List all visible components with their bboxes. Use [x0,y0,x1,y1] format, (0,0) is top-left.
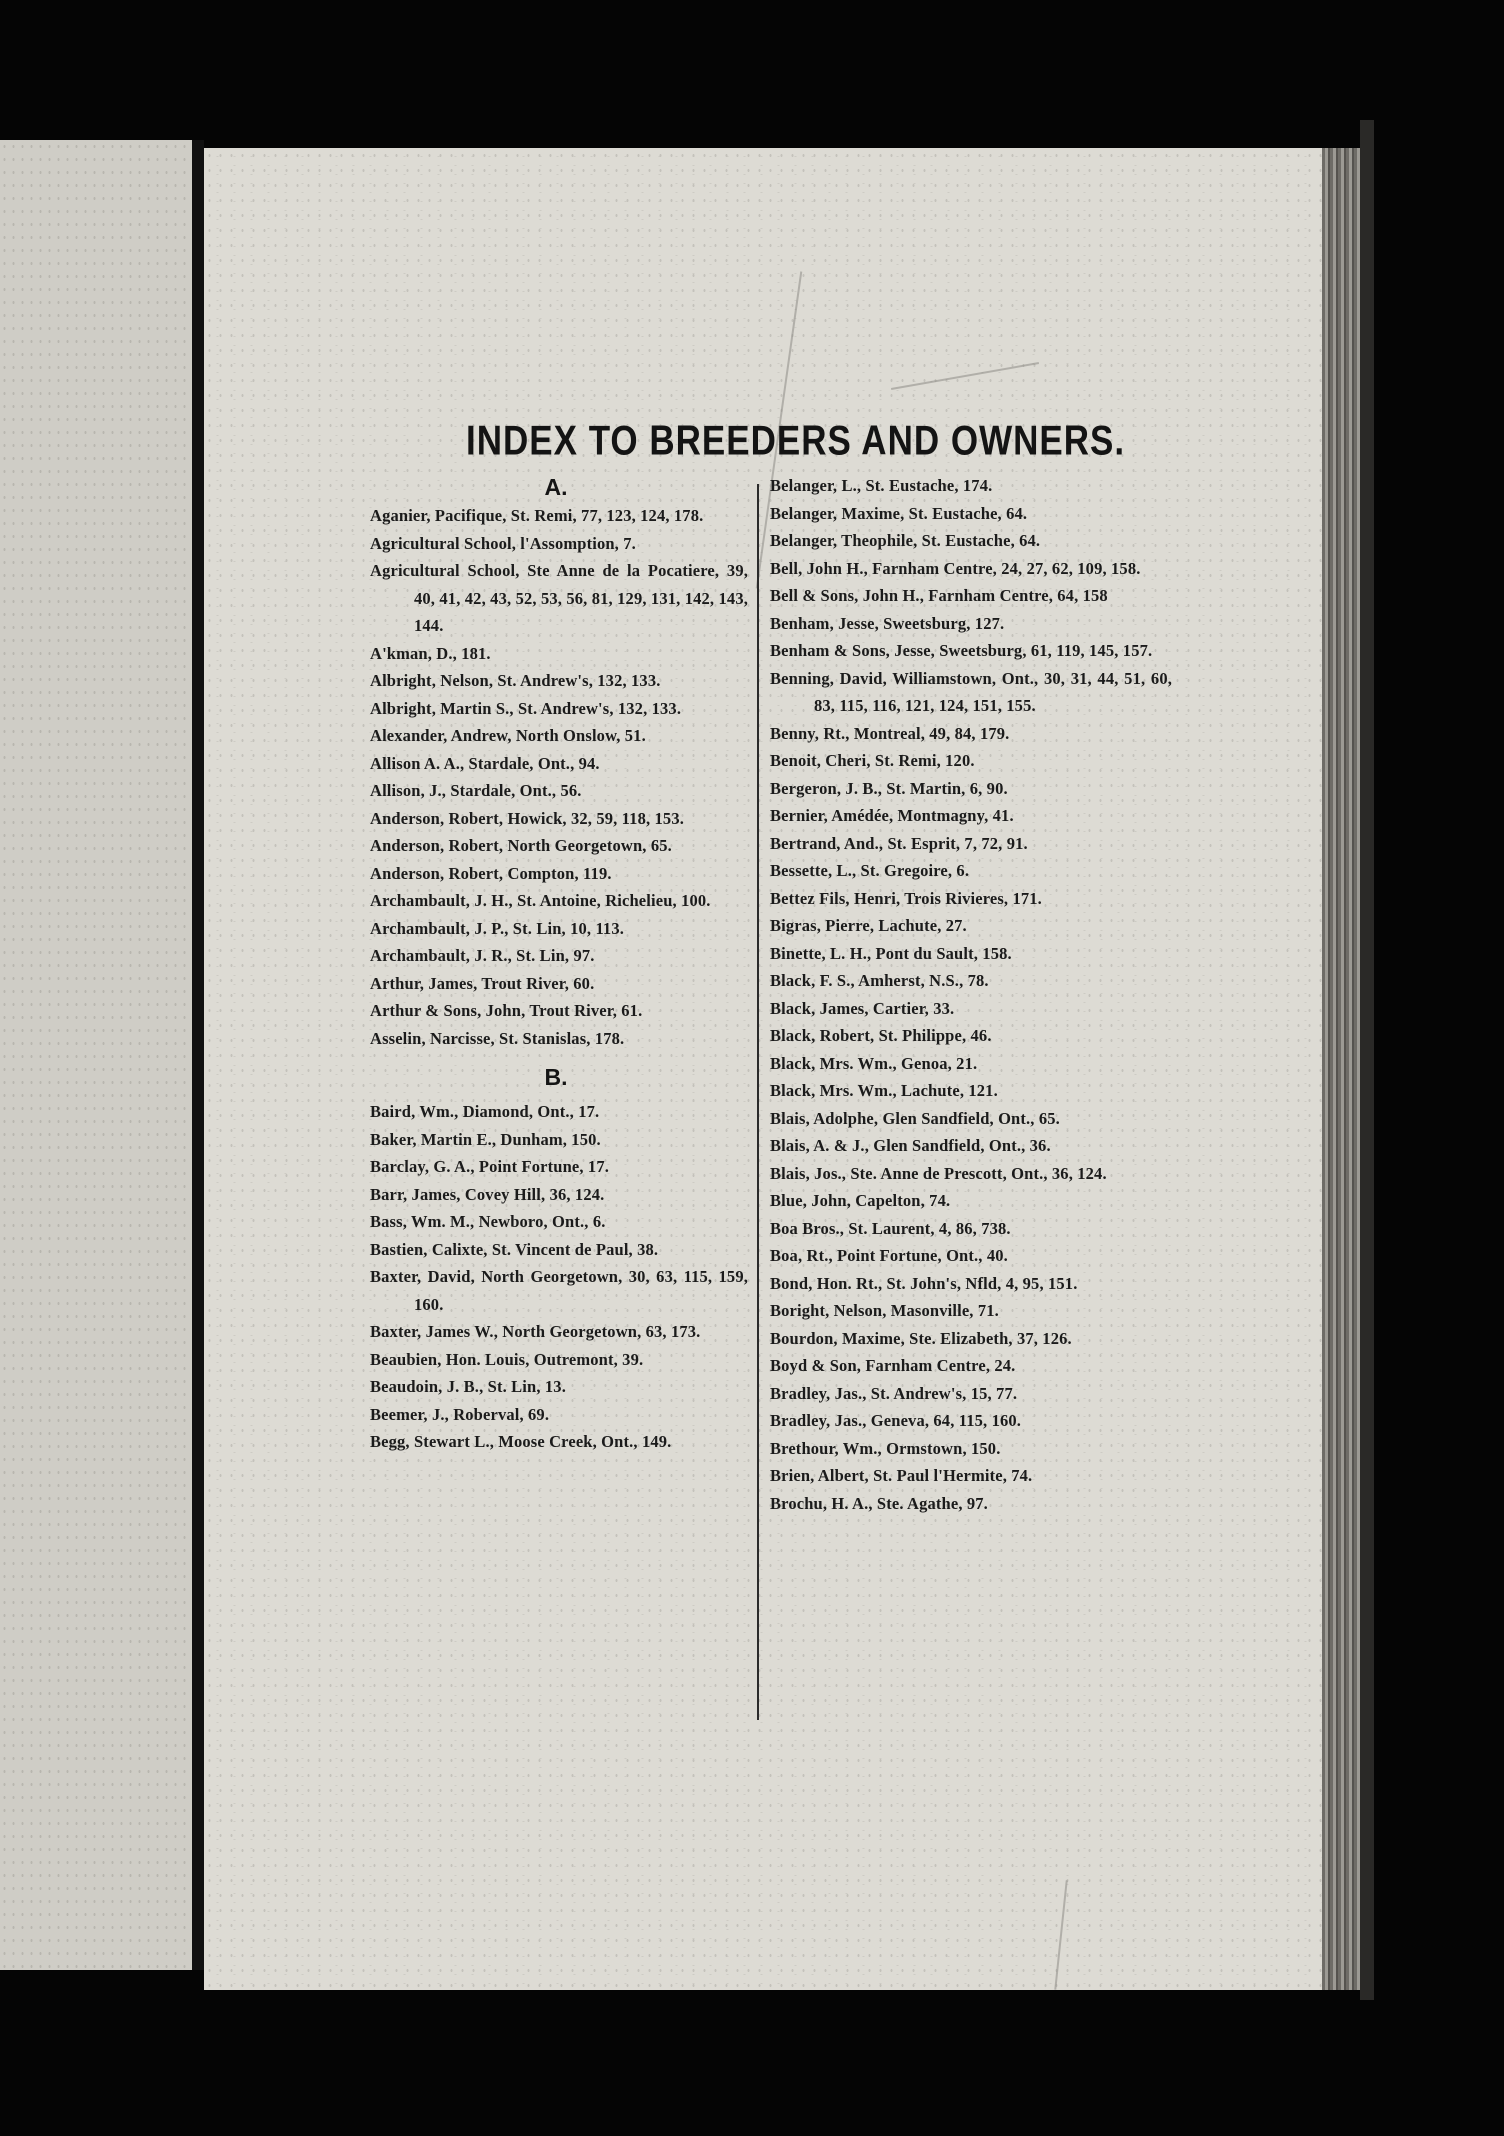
index-entry: Bourdon, Maxime, Ste. Elizabeth, 37, 126. [770,1328,1072,1348]
index-entry: Barclay, G. A., Point Fortune, 17. [370,1157,610,1176]
index-entry: Benham & Sons, Jesse, Sweetsburg, 61, 119, 145, 157. [770,641,1153,660]
section-letter-a: A. [544,474,568,500]
section-letter-b: B. [544,1064,568,1090]
index-entry: Black, Mrs. Wm., Genoa, 21. [770,1053,978,1073]
index-entry: A'kman, D., 181. [370,643,491,663]
index-entry: Baxter, James W., North Georgetown, 63, 173. [370,1322,701,1341]
index-entry: Beaubien, Hon. Louis, Outremont, 39. [370,1349,644,1369]
index-entry: Bass, Wm. M., Newboro, Ont., 6. [370,1212,606,1231]
index-entry: Brochu, H. A., Ste. Agathe, 97. [770,1493,988,1513]
index-entry: Archambault, J. P., St. Lin, 10, 113. [370,918,625,938]
index-entry: Benny, Rt., Montreal, 49, 84, 179. [770,723,1010,743]
index-entry: Belanger, Maxime, St. Eustache, 64. [770,503,1028,523]
index-entry: Asselin, Narcisse, St. Stanislas, 178. [370,1028,625,1048]
index-entry: Bergeron, J. B., St. Martin, 6, 90. [770,778,1008,798]
page-edges [1322,148,1360,1990]
index-entry: Bettez Fils, Henri, Trois Rivieres, 171. [770,888,1042,908]
index-entry: Arthur, James, Trout River, 60. [370,973,595,993]
index-entry: Begg, Stewart L., Moose Creek, Ont., 149. [370,1432,672,1451]
index-entry: Beaudoin, J. B., St. Lin, 13. [370,1377,566,1396]
index-entry: Agricultural School, l'Assomption, 7. [370,533,636,553]
book-edge-shadow [1360,120,1374,2000]
index-entry: Belanger, Theophile, St. Eustache, 64. [770,531,1041,550]
index-entry: Albright, Martin S., St. Andrew's, 132, 133. [370,698,682,718]
index-entry: Bell, John H., Farnham Centre, 24, 27, 62, 109, 158. [770,558,1141,578]
facing-page [0,140,192,1970]
index-entry: Boa Bros., St. Laurent, 4, 86, 738. [770,1218,1011,1238]
index-entry: Blais, Adolphe, Glen Sandfield, Ont., 65. [770,1108,1060,1128]
index-entry: Benning, David, Williamstown, Ont., 30, 31, 44, 51, 60, 83, 115, 116, 121, 124, 151, 155. [770,668,1172,715]
index-entry: Beemer, J., Roberval, 69. [370,1404,550,1424]
index-entry: Bigras, Pierre, Lachute, 27. [770,916,967,935]
index-entry: Allison, J., Stardale, Ont., 56. [370,781,582,800]
index-entry: Anderson, Robert, North Georgetown, 65. [370,836,672,855]
left-column [364,472,748,1456]
book-gutter [192,140,204,1970]
index-entry: Brethour, Wm., Ormstown, 150. [770,1438,1001,1458]
index-entry: Blue, John, Capelton, 74. [770,1191,951,1210]
index-entry: Albright, Nelson, St. Andrew's, 132, 133. [370,671,661,690]
index-entry: Alexander, Andrew, North Onslow, 51. [370,726,646,745]
index-entry: Bertrand, And., St. Esprit, 7, 72, 91. [770,833,1028,853]
index-entry: Black, F. S., Amherst, N.S., 78. [770,971,989,990]
entries-b [364,1098,748,1456]
entries-a [364,502,748,1052]
page-title: INDEX TO BREEDERS AND OWNERS. [466,418,1126,465]
index-entry: Allison A. A., Stardale, Ont., 94. [370,753,600,773]
index-entry: Black, James, Cartier, 33. [770,998,955,1018]
index-entry: Benham, Jesse, Sweetsburg, 127. [770,613,1005,633]
index-entry: Bell & Sons, John H., Farnham Centre, 64, 158 [770,586,1108,605]
index-entry: Black, Mrs. Wm., Lachute, 121. [770,1081,998,1100]
entries-right [770,472,1172,1517]
index-entry: Arthur & Sons, John, Trout River, 61. [370,1001,643,1020]
index-entry: Boright, Nelson, Masonville, 71. [770,1301,999,1320]
index-entry: Anderson, Robert, Compton, 119. [370,863,612,883]
index-entry: Blais, A. & J., Glen Sandfield, Ont., 36. [770,1136,1051,1155]
index-entry: Binette, L. H., Pont du Sault, 158. [770,943,1012,963]
index-entry: Bastien, Calixte, St. Vincent de Paul, 38. [370,1239,659,1259]
index-entry: Bradley, Jas., St. Andrew's, 15, 77. [770,1383,1018,1403]
index-entry: Agricultural School, Ste Anne de la Pocatiere, 39, 40, 41, 42, 43, 52, 53, 56, 81, 129, 131, 142, 143, 144. [370,561,748,635]
index-entry: Anderson, Robert, Howick, 32, 59, 118, 153. [370,808,684,828]
index-entry: Baxter, David, North Georgetown, 30, 63, 115, 159, 160. [370,1267,748,1314]
index-entry: Boyd & Son, Farnham Centre, 24. [770,1356,1016,1375]
index-entry: Baker, Martin E., Dunham, 150. [370,1129,601,1149]
index-entry: Benoit, Cheri, St. Remi, 120. [770,751,975,770]
index-entry: Blais, Jos., Ste. Anne de Prescott, Ont., 36, 124. [770,1163,1107,1183]
right-column [770,472,1172,1517]
column-divider [757,484,759,1720]
index-entry: Black, Robert, St. Philippe, 46. [770,1026,992,1045]
index-entry: Bradley, Jas., Geneva, 64, 115, 160. [770,1411,1022,1430]
index-entry: Barr, James, Covey Hill, 36, 124. [370,1184,605,1204]
index-entry: Bernier, Amédée, Montmagny, 41. [770,806,1014,825]
index-entry: Belanger, L., St. Eustache, 174. [770,476,993,495]
index-entry: Archambault, J. R., St. Lin, 97. [370,946,595,965]
index-entry: Boa, Rt., Point Fortune, Ont., 40. [770,1246,1008,1265]
index-entry: Bond, Hon. Rt., St. John's, Nfld, 4, 95, 151. [770,1273,1078,1293]
index-entry: Bessette, L., St. Gregoire, 6. [770,861,970,880]
index-entry: Aganier, Pacifique, St. Remi, 77, 123, 124, 178. [370,506,704,525]
index-entry: Brien, Albert, St. Paul l'Hermite, 74. [770,1466,1033,1485]
index-entry: Archambault, J. H., St. Antoine, Richelieu, 100. [370,891,711,910]
index-entry: Baird, Wm., Diamond, Ont., 17. [370,1102,600,1121]
